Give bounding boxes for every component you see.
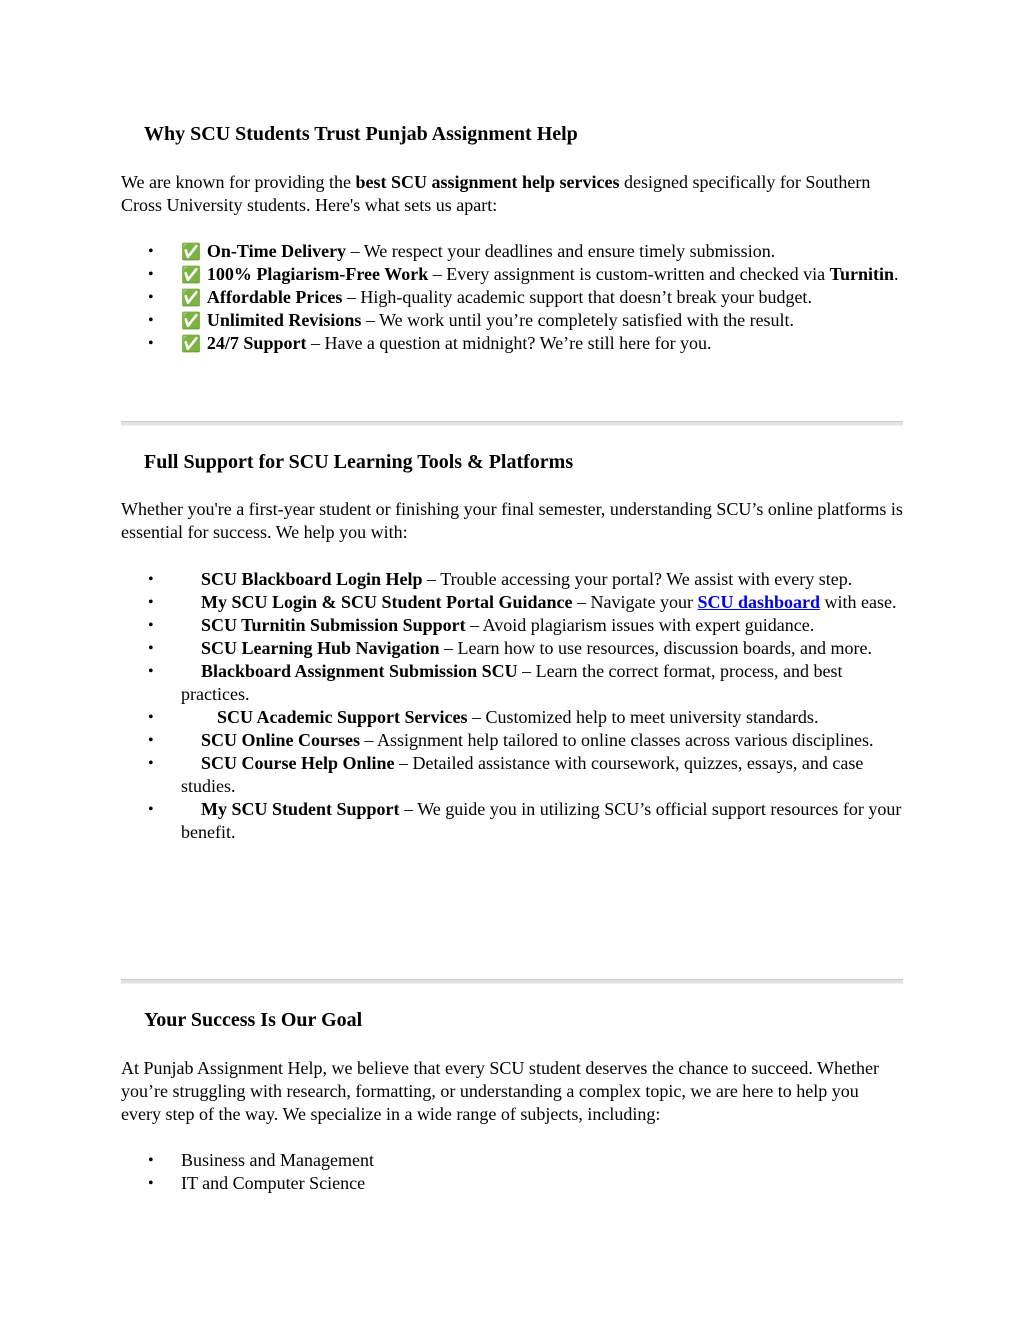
list-item: • Business and Management (181, 1149, 903, 1172)
section-heading-why-trust: Why SCU Students Trust Punjab Assignment Help (144, 123, 578, 145)
item-title: SCU Blackboard Login Help (201, 569, 423, 589)
item-title: 100% Plagiarism-Free Work (206, 264, 429, 284)
item-text: – We respect your deadlines and ensure timely submission. (346, 241, 776, 261)
list-item (181, 568, 903, 591)
item-text: – Every assignment is custom-written and checked via (428, 264, 830, 284)
item-text: – Have a question at midnight? We’re still here for you. (306, 333, 712, 353)
list-item (181, 614, 903, 637)
item-title: SCU Online Courses (201, 730, 361, 750)
section2-intro: Whether you're a first-year student or finishing your final semester, understanding SCU’s online platforms is essential for success. We help you with: (121, 499, 903, 542)
intro-text: We are known for providing the (121, 172, 356, 192)
item-text: – Customized help to meet university standards. (467, 707, 819, 727)
section-heading-learning-tools: Full Support for SCU Learning Tools & Platforms (144, 451, 574, 473)
item-title: SCU Course Help Online (201, 753, 395, 773)
check-icon: ✅ (181, 288, 201, 307)
intro-text-end: designed specifically for Southern Cross University students. Here's what sets us apart: (121, 172, 871, 215)
list-item (181, 637, 903, 660)
item-tail: . (894, 264, 899, 284)
item-title: My SCU Login & SCU Student Portal Guidance (201, 592, 573, 612)
intro-bold: best SCU assignment help services (355, 172, 620, 192)
item-bold-term: Turnitin (829, 264, 894, 284)
scu-dashboard-link[interactable]: SCU dashboard (697, 592, 821, 612)
list-item (181, 591, 903, 614)
item-title: Unlimited Revisions (206, 310, 362, 330)
list-item (181, 729, 903, 752)
platforms-list (121, 568, 903, 844)
item-title: SCU Academic Support Services (217, 707, 468, 727)
item-title: SCU Learning Hub Navigation (201, 638, 440, 658)
section-divider (121, 979, 903, 984)
list-item (181, 240, 903, 263)
list-item (181, 752, 903, 798)
item-title: Affordable Prices (206, 287, 343, 307)
list-item (181, 706, 903, 729)
item-tail: with ease. (820, 592, 897, 612)
subjects-list (121, 1149, 903, 1195)
item-title: Blackboard Assignment Submission SCU (201, 661, 518, 681)
section1-intro (121, 171, 903, 217)
section-divider (121, 421, 903, 426)
list-item (181, 309, 903, 332)
item-text: – Learn how to use resources, discussion boards, and more. (439, 638, 872, 658)
item-text: – Learn the correct format, process, and best practices. (181, 661, 843, 704)
list-item (181, 660, 903, 706)
section-heading-success-goal: Your Success Is Our Goal (144, 1009, 363, 1031)
item-text: – We work until you’re completely satisfied with the result. (361, 310, 795, 330)
list-item (181, 286, 903, 309)
item-text: – Navigate your (572, 592, 698, 612)
list-item (181, 263, 903, 286)
list-item: • IT and Computer Science (181, 1172, 903, 1195)
item-title: My SCU Student Support (201, 799, 400, 819)
list-item (181, 332, 903, 355)
section3-intro: At Punjab Assignment Help, we believe that every SCU student deserves the chance to succeed. Whether you’re struggling with research, formatting, or understanding a complex topic, we are here to help you every step of the way. We specialize in a wide range of subjects, including: (121, 1058, 879, 1124)
item-text: – We guide you in utilizing SCU’s official support resources for your benefit. (181, 799, 902, 842)
item-text: – High-quality academic support that doesn’t break your budget. (342, 287, 812, 307)
check-icon: ✅ (181, 311, 201, 330)
item-title: On-Time Delivery (206, 241, 347, 261)
item-title: SCU Turnitin Submission Support (201, 615, 466, 635)
check-icon: ✅ (181, 265, 201, 284)
item-title: 24/7 Support (206, 333, 307, 353)
item-text: – Assignment help tailored to online classes across various disciplines. (360, 730, 874, 750)
list-item (181, 798, 903, 844)
item-text: – Avoid plagiarism issues with expert guidance. (465, 615, 815, 635)
features-list (121, 240, 903, 355)
item-text: – Detailed assistance with coursework, quizzes, essays, and case studies. (181, 753, 864, 796)
check-icon: ✅ (181, 242, 201, 261)
check-icon: ✅ (181, 334, 201, 353)
item-text: – Trouble accessing your portal? We assist with every step. (422, 569, 853, 589)
